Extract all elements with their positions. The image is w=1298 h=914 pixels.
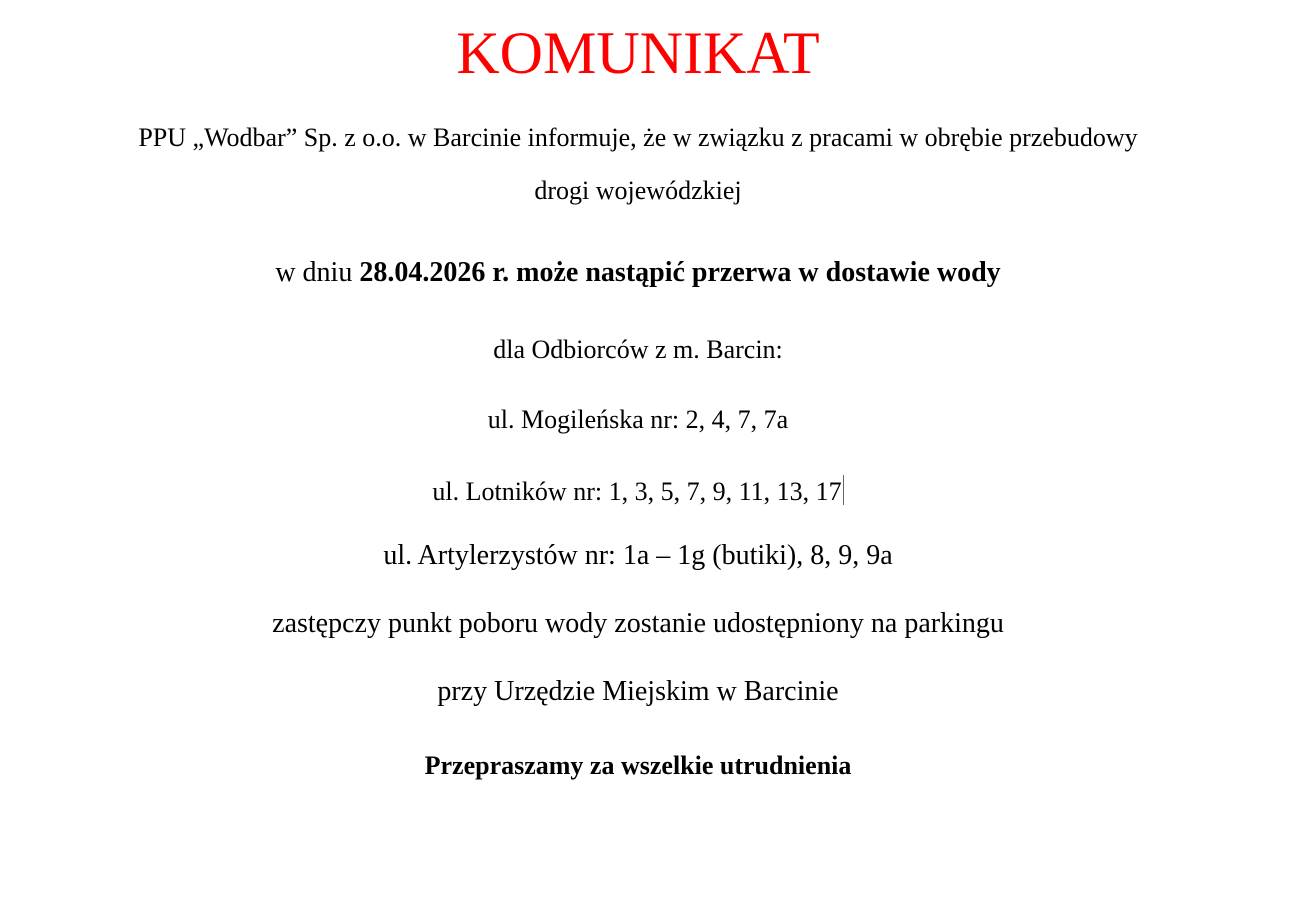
street-lotnikow: ul. Lotników nr: 1, 3, 5, 7, 9, 11, 13, 17 <box>432 477 842 506</box>
intro-text-line-1: PPU „Wodbar” Sp. z o.o. w Barcinie informuje, że w związku z pracami w obrębie przebudowy <box>138 123 1138 152</box>
street-lotnikow-line[interactable] <box>0 474 1276 510</box>
document-title: KOMUNIKAT <box>456 20 820 86</box>
street-artylerzystow: ul. Artylerzystów nr: 1a – 1g (butiki), 8, 9, 9a <box>383 540 893 571</box>
street-mogilenska: ul. Mogileńska nr: 2, 4, 7, 7a <box>487 405 789 434</box>
text-cursor <box>843 475 844 505</box>
replacement-point-line-1: zastępczy punkt poboru wody zostanie udostępniony na parkingu <box>272 608 1004 639</box>
date-prefix: w dniu <box>275 257 360 288</box>
outage-date-line <box>0 255 1276 291</box>
apology-text: Przepraszamy za wszelkie utrudnienia <box>424 751 852 780</box>
intro-text-line-2: drogi wojewódzkiej <box>534 176 742 205</box>
outage-date-text: 28.04.2026 r. może nastąpić przerwa w dostawie wody <box>359 257 1001 288</box>
recipients-heading: dla Odbiorców z m. Barcin: <box>493 335 783 364</box>
replacement-point-line-2: przy Urzędzie Miejskim w Barcinie <box>437 676 839 707</box>
